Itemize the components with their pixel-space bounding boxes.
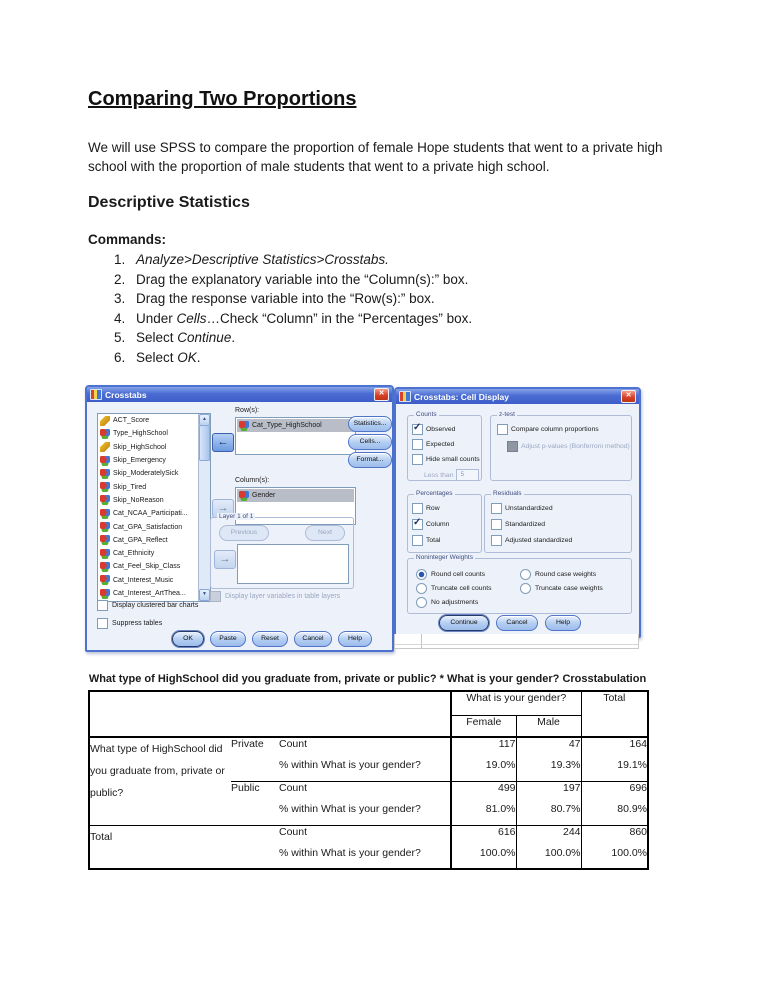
command-text: Drag the response variable into the “Row(s):” box.: [136, 291, 435, 307]
value-cell: 19.3%: [516, 759, 581, 781]
variable-item[interactable]: ACT_Score: [98, 414, 199, 427]
checkbox-icon: [507, 441, 518, 452]
row-label-cell: Total: [90, 830, 113, 843]
variable-item[interactable]: Skip_NoReason: [98, 494, 199, 507]
command-text: Drag the explanatory variable into the “Column(s):” box.: [136, 271, 469, 287]
help-button[interactable]: Help: [338, 631, 372, 647]
variable-item[interactable]: Skip_Emergency: [98, 454, 199, 467]
hide-small-counts-checkbox[interactable]: Hide small counts: [412, 454, 479, 465]
table-row: [89, 737, 648, 759]
variable-type-icon: [100, 469, 110, 479]
scrollbar[interactable]: [198, 414, 210, 601]
less-than-spinner[interactable]: 5: [456, 469, 479, 481]
variable-item[interactable]: Cat_NCAA_Participati...: [98, 507, 199, 520]
radio-icon: [416, 597, 427, 608]
crosstabs-footer: [172, 631, 372, 647]
variable-type-icon: [239, 491, 249, 501]
radio-icon: [416, 583, 427, 594]
variable-type-icon: [100, 429, 110, 439]
variable-item[interactable]: Cat_GPA_Satisfaction: [98, 520, 199, 533]
value-cell: 80.9%: [581, 803, 648, 825]
crosstabs-dialog-title: Crosstabs: [105, 389, 147, 400]
category-cell: [231, 825, 279, 869]
variable-type-icon: [100, 562, 110, 572]
noninteger-weights-group: [407, 554, 632, 614]
command-number: 5.: [114, 330, 126, 346]
variable-item[interactable]: Cat_GPA_Reflect: [98, 534, 199, 547]
layer-group-label: Layer 1 of 1: [219, 513, 254, 520]
variable-type-icon: [100, 535, 110, 545]
crosstab-table-title: What type of HighSchool did you graduate from, private or public? * What is your gender? Crosstabulation: [88, 673, 647, 685]
variable-type-icon: [100, 549, 110, 559]
intro-paragraph: We will use SPSS to compare the proportion of female Hope students that went to a private high school with the proportion of male students that went to a private high school.: [88, 140, 663, 174]
cancel-button[interactable]: Cancel: [294, 631, 332, 647]
scrollbar-thumb[interactable]: [199, 425, 210, 461]
stat-cell: Count: [279, 738, 308, 750]
command-text: Select OK.: [136, 349, 201, 365]
total-header: Total: [581, 691, 648, 737]
counts-group: [407, 411, 482, 481]
move-to-layer-arrow-icon[interactable]: [214, 550, 236, 569]
unstandardized-checkbox[interactable]: Unstandardized: [491, 503, 629, 514]
close-icon[interactable]: [621, 390, 636, 403]
command-number: 1.: [114, 252, 126, 267]
stat-cell: Count: [279, 825, 308, 838]
value-cell: 616: [451, 825, 516, 847]
ok-button[interactable]: OK: [172, 631, 204, 647]
variable-list[interactable]: [97, 413, 211, 602]
variable-item[interactable]: Skip_ModeratelySick: [98, 467, 199, 480]
gender-header: What is your gender?: [451, 691, 581, 715]
clustered-bar-charts-checkbox[interactable]: Display clustered bar charts: [97, 600, 198, 611]
previous-button[interactable]: Previous: [219, 525, 269, 541]
rows-box[interactable]: [235, 417, 356, 455]
command-item: [114, 270, 472, 290]
value-cell: 164: [581, 737, 648, 759]
compare-column-proportions-checkbox[interactable]: Compare column proportions: [497, 424, 629, 435]
variable-type-icon: [239, 421, 249, 431]
command-text: Under Cells…Check “Column” in the “Percentages” box.: [136, 310, 473, 326]
value-cell: 80.7%: [516, 803, 581, 825]
variable-type-icon: [100, 416, 110, 426]
reset-button[interactable]: Reset: [252, 631, 288, 647]
variable-type-icon: [100, 442, 110, 452]
crosstab-table: [88, 690, 649, 870]
value-cell: 117: [451, 737, 516, 759]
columns-label: Column(s):: [235, 477, 270, 484]
radio-icon: [416, 569, 427, 580]
command-text: Select Continue.: [136, 330, 236, 346]
command-number: 3.: [114, 291, 126, 307]
value-cell: 100.0%: [516, 847, 581, 869]
residuals-group: [484, 490, 632, 553]
less-than-row: Less than 5: [412, 469, 479, 481]
value-cell: 696: [581, 781, 648, 803]
stat-cell: % within What is your gender?: [279, 759, 451, 781]
female-header: Female: [451, 715, 516, 737]
display-layer-variables-checkbox[interactable]: Display layer variables in table layers: [210, 591, 340, 602]
checkbox-icon: [412, 454, 423, 465]
value-cell: 47: [516, 737, 581, 759]
suppress-tables-checkbox[interactable]: Suppress tables: [97, 618, 162, 629]
background-window-sliver: [394, 634, 639, 649]
close-icon[interactable]: [374, 388, 389, 401]
radio-icon: [520, 569, 531, 580]
checkbox-icon: [412, 535, 423, 546]
checkbox-icon: [97, 618, 108, 629]
row-label-cell: What type of HighSchool did you graduate from, private or public?: [89, 737, 231, 825]
cell-display-dialog-title: Crosstabs: Cell Display: [414, 391, 509, 402]
column-checkbox[interactable]: ✓ Column: [412, 519, 479, 530]
counts-group-label: Counts: [416, 411, 437, 418]
value-cell: 81.0%: [451, 803, 516, 825]
variable-item[interactable]: Cat_Ethnicity: [98, 547, 199, 560]
variable-item[interactable]: Skip_Tired: [98, 480, 199, 493]
ztest-group-label: z-test: [499, 411, 515, 418]
table-row: [89, 825, 648, 847]
expected-checkbox[interactable]: Expected: [412, 439, 479, 450]
round-cell-counts-radio[interactable]: Round cell counts: [416, 569, 485, 580]
variable-type-icon: [100, 522, 110, 532]
scroll-down-icon[interactable]: [199, 589, 210, 601]
statistics-button[interactable]: Statistics...: [348, 416, 392, 432]
command-item: [114, 328, 472, 348]
crosstabs-dialog: [85, 385, 394, 652]
cancel-button[interactable]: Cancel: [496, 615, 538, 631]
variable-type-icon: [100, 509, 110, 519]
truncate-cell-counts-radio[interactable]: Truncate cell counts: [416, 583, 492, 594]
value-cell: 197: [516, 781, 581, 803]
command-number: 6.: [114, 349, 126, 365]
value-cell: 860: [581, 825, 648, 847]
value-cell: 244: [516, 825, 581, 847]
noninteger-weights-group-label: Noninteger Weights: [416, 554, 473, 561]
male-header: Male: [516, 715, 581, 737]
value-cell: 100.0%: [451, 847, 516, 869]
variable-item[interactable]: Cat_Interest_ArtThea...: [98, 587, 199, 600]
command-item: [114, 348, 472, 368]
variable-type-icon: [100, 495, 110, 505]
paste-button[interactable]: Paste: [210, 631, 246, 647]
grid-line: [395, 644, 638, 645]
checkbox-icon: [412, 503, 423, 514]
cells-button[interactable]: Cells...: [348, 434, 392, 450]
cell-display-footer: [439, 615, 581, 631]
move-to-rows-arrow-icon[interactable]: [212, 433, 234, 452]
variable-item[interactable]: Skip_HighSchool: [98, 441, 199, 454]
total-checkbox[interactable]: Total: [412, 535, 479, 546]
stat-cell: % within What is your gender?: [279, 847, 421, 859]
standardized-checkbox[interactable]: Standardized: [491, 519, 629, 530]
residuals-group-label: Residuals: [493, 490, 522, 497]
ztest-group: [490, 411, 632, 481]
page-title: Comparing Two Proportions: [88, 88, 357, 110]
checkbox-icon: [97, 600, 108, 611]
adjusted-standardized-checkbox[interactable]: Adjusted standardized: [491, 535, 629, 546]
value-cell: 19.1%: [581, 759, 648, 781]
command-item: [114, 289, 472, 309]
stat-cell: % within What is your gender?: [279, 803, 451, 825]
columns-box-item[interactable]: Gender: [237, 489, 354, 502]
checkbox-icon: [412, 439, 423, 450]
category-cell: Private: [231, 737, 279, 781]
checkbox-icon: [491, 535, 502, 546]
truncate-case-weights-radio[interactable]: Truncate case weights: [520, 583, 603, 594]
checkbox-icon: [497, 424, 508, 435]
command-number: 4.: [114, 310, 126, 326]
category-cell: Public: [231, 781, 279, 825]
next-button[interactable]: Next: [305, 525, 345, 541]
checkbox-icon: [210, 591, 221, 602]
round-case-weights-radio[interactable]: Round case weights: [520, 569, 596, 580]
no-adjustments-radio[interactable]: No adjustments: [416, 597, 478, 608]
command-number: 2.: [114, 271, 126, 287]
variable-type-icon: [100, 589, 110, 599]
format-button[interactable]: Format...: [348, 452, 392, 468]
crosstabs-titlebar[interactable]: [87, 387, 392, 402]
row-checkbox[interactable]: Row: [412, 503, 479, 514]
checkbox-icon: [412, 424, 423, 435]
cell-display-titlebar[interactable]: [396, 389, 639, 404]
command-item: [114, 250, 472, 270]
grid-line: [421, 634, 422, 648]
variable-type-icon: [100, 482, 110, 492]
percentages-group-label: Percentages: [416, 490, 453, 497]
command-text: Analyze>Descriptive Statistics>Crosstabs.: [136, 252, 389, 267]
stat-cell: Count: [279, 781, 308, 794]
rows-label: Row(s):: [235, 407, 260, 414]
adjust-pvalues-checkbox[interactable]: Adjust p-values (Bonferroni method): [497, 441, 629, 452]
checkbox-icon: [491, 503, 502, 514]
radio-icon: [520, 583, 531, 594]
continue-button[interactable]: Continue: [439, 615, 489, 631]
crosstabs-dialog-icon: [90, 389, 102, 400]
cell-display-dialog: [394, 387, 641, 638]
command-item: [114, 309, 472, 329]
section-heading: Descriptive Statistics: [88, 194, 250, 211]
variable-item[interactable]: Cat_Feel_Skip_Class: [98, 560, 199, 573]
checkbox-icon: [412, 519, 423, 530]
variable-type-icon: [100, 456, 110, 466]
empty-header-cell: [89, 691, 451, 737]
percentages-group: [407, 490, 482, 553]
checkbox-icon: [491, 519, 502, 530]
help-button[interactable]: Help: [545, 615, 581, 631]
rows-box-item[interactable]: Cat_Type_HighSchool: [237, 419, 354, 432]
variable-item[interactable]: Type_HighSchool: [98, 427, 199, 440]
observed-checkbox[interactable]: ✓ Observed: [412, 424, 479, 435]
value-cell: 100.0%: [581, 847, 648, 869]
cell-display-dialog-icon: [399, 391, 411, 402]
commands-list: [114, 250, 472, 368]
variable-item[interactable]: Cat_Interest_Music: [98, 574, 199, 587]
layer-group: [210, 513, 354, 589]
value-cell: 499: [451, 781, 516, 803]
layer-box[interactable]: [237, 544, 349, 584]
commands-label: Commands:: [88, 232, 167, 247]
value-cell: 19.0%: [451, 759, 516, 781]
variable-type-icon: [100, 575, 110, 585]
